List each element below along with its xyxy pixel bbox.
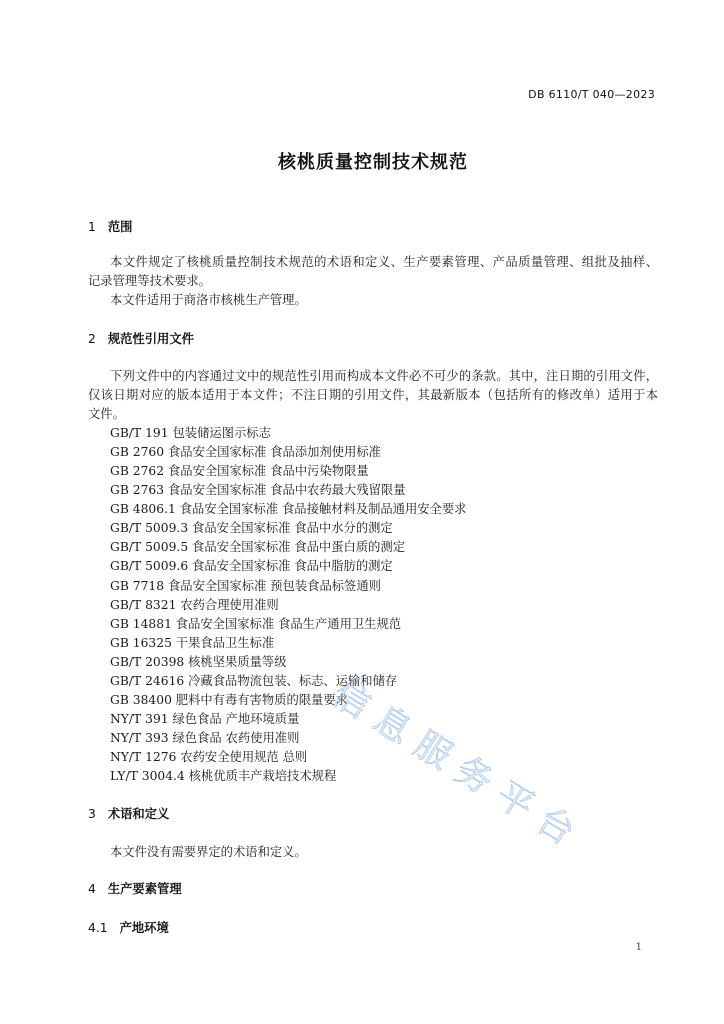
section-1-title: 范围 [107,220,133,234]
watermark-text: 信息服务平台 [325,673,592,860]
reference-item: NY/T 393 绿色食品 农药使用准则 [110,730,300,745]
section-4-number: 4 [88,882,96,896]
section-1-heading [88,218,132,237]
reference-item: GB/T 5009.6 食品安全国家标准 食品中脂肪的测定 [110,559,393,574]
reference-item: GB 4806.1 食品安全国家标准 食品接触材料及制品通用安全要求 [110,502,467,517]
reference-item: GB 7718 食品安全国家标准 预包装食品标签通则 [110,578,381,593]
reference-item: GB/T 8321 农药合理使用准则 [110,597,279,612]
reference-item: NY/T 391 绿色食品 产地环境质量 [110,711,300,726]
scope-line-1: 本文件规定了核桃质量控制技术规范的术语和定义、生产要素管理、产品质量管理、组批及抽样、 [110,255,658,269]
applicability-paragraph: 本文件适用于商洛市核桃生产管理。 [110,293,307,308]
section-2-title: 规范性引用文件 [107,332,194,346]
section-3-body [88,843,658,862]
section-2-body [88,367,658,786]
reference-item: GB/T 5009.3 食品安全国家标准 食品中水分的测定 [110,521,393,536]
scope-line-2: 记录管理等技术要求。 [88,274,211,289]
reference-item: GB 2763 食品安全国家标准 食品中农药最大残留限量 [110,483,406,498]
document-code: DB 6110/T 040—2023 [528,88,655,101]
section-1-body [88,253,658,310]
reference-item: GB/T 191 包装储运图示标志 [110,426,271,441]
section-4-heading [88,880,182,899]
reference-item: GB 16325 干果食品卫生标准 [110,635,275,650]
section-3-number: 3 [88,807,96,821]
reference-item: GB 2762 食品安全国家标准 食品中污染物限量 [110,464,369,479]
reference-item: GB/T 24616 冷藏食品物流包装、标志、运输和储存 [110,673,398,688]
intro-line-3: 文件。 [88,407,125,422]
reference-item: GB 14881 食品安全国家标准 食品生产通用卫生规范 [110,616,402,631]
section-2-heading [88,330,194,349]
section-1-number: 1 [88,220,96,234]
section-4-1-heading [88,919,169,938]
reference-item: LY/T 3004.4 核桃优质丰产栽培技术规程 [110,768,337,783]
reference-item: GB/T 5009.5 食品安全国家标准 食品中蛋白质的测定 [110,540,406,555]
reference-list [88,424,658,786]
document-title: 核桃质量控制技术规范 [278,152,468,173]
section-3-heading [88,805,169,824]
reference-item: GB 2760 食品安全国家标准 食品添加剂使用标准 [110,445,381,460]
section-3-title: 术语和定义 [107,807,170,821]
intro-line-2: 仅该日期对应的版本适用于本文件；不注日期的引用文件，其最新版本（包括所有的修改单）适用于本 [88,388,658,403]
terms-paragraph: 本文件没有需要界定的术语和定义。 [110,845,307,859]
section-4-1-title: 产地环境 [119,921,169,935]
intro-line-1: 下列文件中的内容通过文中的规范性引用而构成本文件必不可少的条款。其中，注日期的引用文件， [110,369,658,383]
section-2-number: 2 [88,332,96,346]
reference-item: GB/T 20398 核桃坚果质量等级 [110,654,287,669]
page-number: 1 [635,942,642,953]
section-4-1-number: 4.1 [88,921,108,935]
reference-item: GB 38400 肥料中有毒有害物质的限量要求 [110,692,348,707]
section-4-title: 生产要素管理 [107,882,182,896]
reference-item: NY/T 1276 农药安全使用规范 总则 [110,749,308,764]
